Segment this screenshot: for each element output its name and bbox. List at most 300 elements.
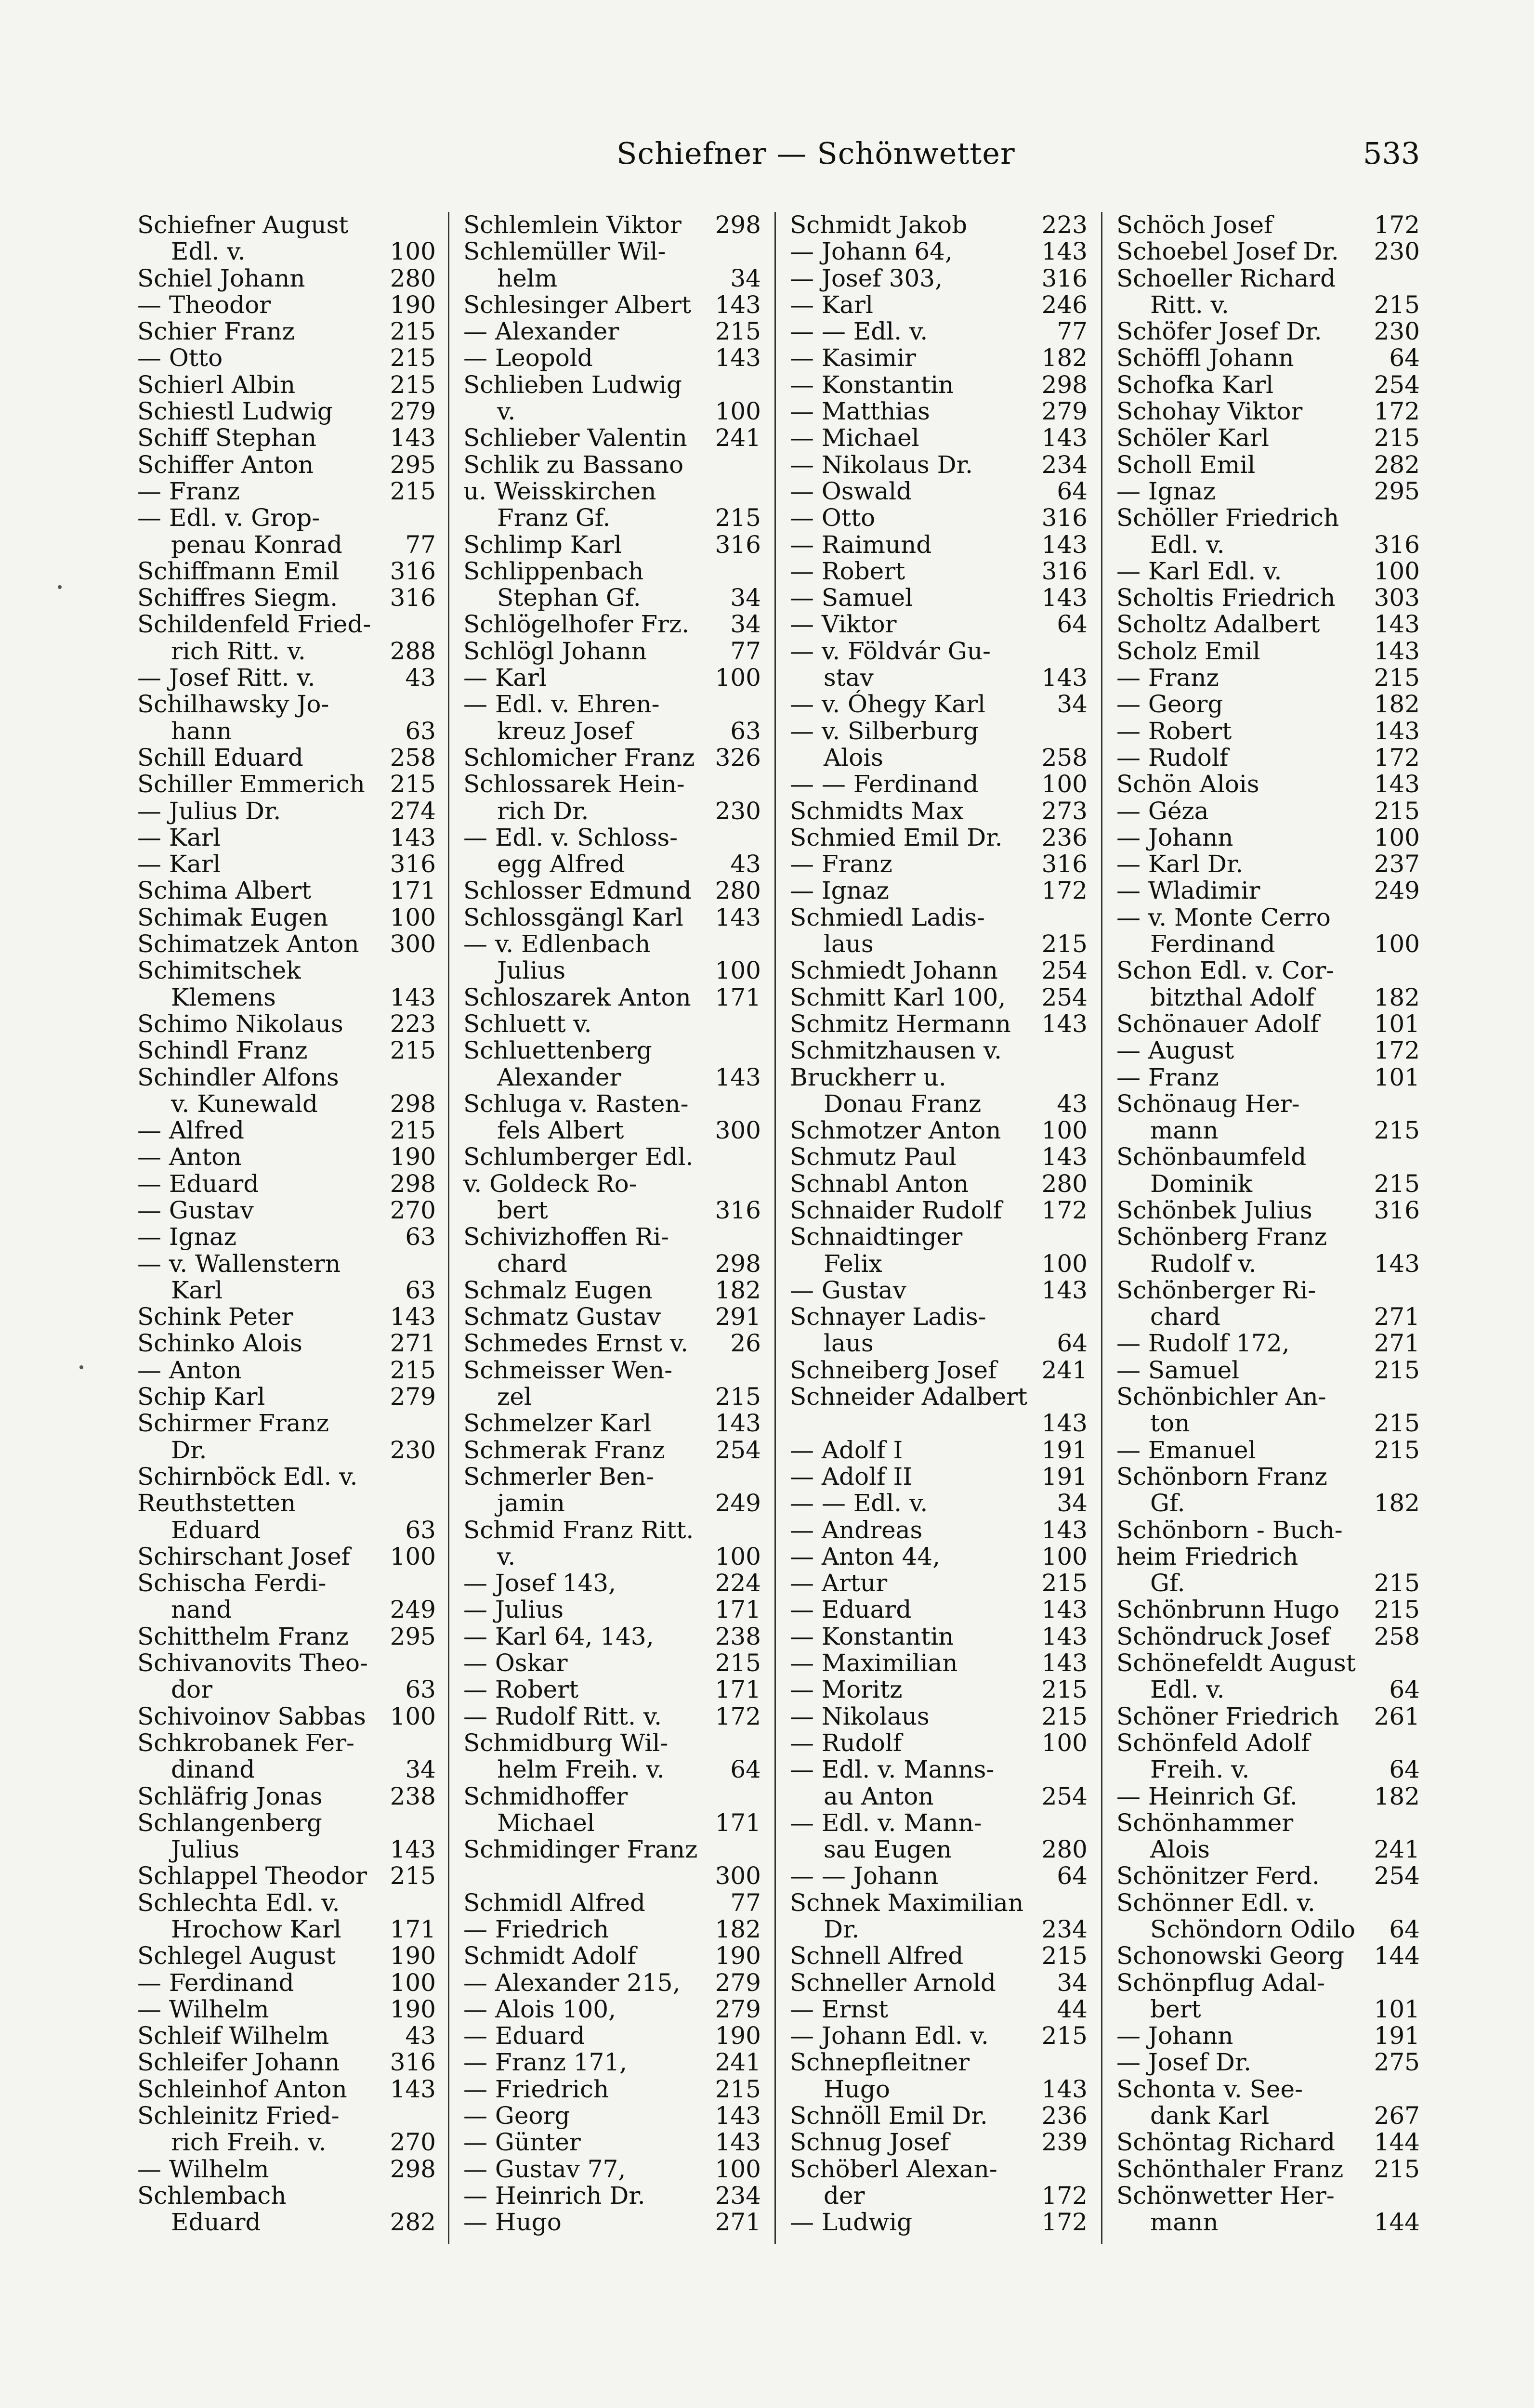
entry-page-ref: 316: [390, 557, 436, 585]
index-entry: [137, 665, 436, 691]
entry-page-ref: 191: [1374, 2022, 1420, 2050]
entry-page-ref: 172: [1374, 1036, 1420, 1065]
entry-page-ref: 143: [715, 344, 761, 372]
entry-page-ref: 100: [715, 397, 761, 426]
entry-name: Schierl Albin: [137, 370, 296, 399]
entry-name: Schmiedt Johann: [790, 956, 998, 985]
entry-page-ref: 63: [730, 717, 761, 745]
index-entry: [463, 1117, 761, 1144]
index-entry: [790, 851, 1088, 877]
entry-name: Schink Peter: [137, 1303, 293, 1331]
entry-name: v. Kunewald: [171, 1089, 318, 1118]
entry-page-ref: 230: [1374, 317, 1420, 346]
index-entry: [790, 2103, 1088, 2129]
entry-name: Schindl Franz: [137, 1036, 308, 1065]
entry-name: Schofka Karl: [1116, 370, 1274, 399]
entry-name: Schöberl Alexan-: [790, 2155, 997, 2183]
entry-page-ref: 64: [1057, 610, 1088, 639]
index-entry: [463, 2103, 761, 2129]
entry-name: Julius: [497, 956, 566, 985]
entry-name: dinand: [171, 1755, 255, 1784]
entry-name: Schimak Eugen: [137, 903, 328, 931]
entry-name: Schnepfleitner: [790, 2048, 970, 2077]
entry-page-ref: 280: [390, 264, 436, 292]
index-entry: [790, 1304, 1088, 1330]
entry-name: Schnayer Ladis-: [790, 1303, 986, 1331]
entry-page-ref: 230: [1374, 237, 1420, 266]
index-entry: [463, 1490, 761, 1517]
index-entry: [1116, 425, 1420, 451]
entry-name: — Günter: [463, 2128, 581, 2157]
entry-name: — Otto: [137, 344, 223, 372]
entry-name: Schildenfeld Fried-: [137, 610, 371, 639]
index-entry: [463, 638, 761, 665]
entry-name: Schivanovits Theo-: [137, 1649, 368, 1677]
entry-name: — Viktor: [790, 610, 897, 639]
index-entry: [137, 1890, 436, 1916]
entry-name: Schimo Nikolaus: [137, 1009, 343, 1038]
entry-name: — Josef Dr.: [1116, 2048, 1252, 2077]
entry-page-ref: 254: [1041, 1782, 1088, 1810]
index-entry: [137, 1783, 436, 1810]
index-entry: [1116, 851, 1420, 877]
entry-name: Schläfrig Jonas: [137, 1782, 323, 1810]
entry-page-ref: 298: [715, 211, 761, 239]
entry-name: — Georg: [463, 2102, 570, 2130]
entry-name: — Karl Dr.: [1116, 850, 1244, 878]
entry-name: — Anton: [137, 1143, 242, 1171]
entry-name: — Franz: [790, 850, 892, 878]
index-entry: [137, 1623, 436, 1650]
entry-name: Schön Alois: [1116, 770, 1259, 798]
index-entry: [463, 1597, 761, 1623]
entry-name: Schmitt Karl 100,: [790, 983, 1006, 1011]
entry-name: Scholtis Friedrich: [1116, 584, 1336, 612]
entry-name: Schöfer Josef Dr.: [1116, 317, 1322, 346]
index-entry: [790, 1544, 1088, 1570]
entry-name: Schoeller Richard: [1116, 264, 1336, 292]
entry-page-ref: 254: [1041, 956, 1088, 985]
entry-page-ref: 143: [1041, 664, 1088, 692]
entry-name: — — Johann: [790, 1862, 939, 1890]
entry-name: Schiffer Anton: [137, 450, 314, 479]
index-entry: [1116, 2209, 1420, 2236]
entry-page-ref: 143: [715, 2128, 761, 2157]
index-entry: [137, 2183, 436, 2209]
index-entry: [1116, 1171, 1420, 1197]
entry-name: — Eduard: [790, 1596, 912, 1624]
entry-page-ref: 172: [1374, 397, 1420, 426]
entry-page-ref: 63: [405, 1675, 436, 1704]
entry-page-ref: 143: [1041, 424, 1088, 452]
entry-page-ref: 271: [1374, 1329, 1420, 1358]
index-entry: [463, 265, 761, 292]
index-entry: [790, 1410, 1088, 1437]
index-entry: [790, 1650, 1088, 1676]
index-entry: [790, 265, 1088, 292]
index-entry: [137, 1357, 436, 1384]
entry-name: Gf.: [1150, 1489, 1185, 1518]
entry-name: Schmidburg Wil-: [463, 1728, 669, 1757]
entry-name: Schonta v. See-: [1116, 2075, 1303, 2103]
index-entry: [790, 1171, 1088, 1197]
entry-page-ref: 190: [390, 1995, 436, 2023]
entry-name: — Franz 171,: [463, 2048, 628, 2077]
entry-name: — Oswald: [790, 477, 912, 505]
entry-name: — Andreas: [790, 1516, 923, 1544]
entry-name: — Konstantin: [790, 370, 954, 399]
entry-page-ref: 282: [1374, 450, 1420, 479]
entry-name: — Konstantin: [790, 1622, 954, 1650]
index-entry: [790, 1836, 1088, 1863]
entry-name: — Karl: [463, 664, 547, 692]
entry-page-ref: 171: [390, 877, 436, 905]
entry-name: Schneller Arnold: [790, 1968, 996, 1997]
entry-name: der: [824, 2181, 865, 2210]
index-entry: [137, 1916, 436, 1943]
entry-page-ref: 172: [1374, 211, 1420, 239]
index-entry: [137, 1570, 436, 1597]
index-entry: [137, 1224, 436, 1250]
entry-page-ref: 241: [1374, 1835, 1420, 1864]
entry-page-ref: 316: [1041, 557, 1088, 585]
entry-page-ref: 100: [1041, 1249, 1088, 1278]
entry-page-ref: 100: [1041, 1728, 1088, 1757]
entry-page-ref: 143: [1041, 1276, 1088, 1304]
index-entry: [463, 1730, 761, 1756]
entry-name: — Friedrich: [463, 1915, 609, 1943]
index-entry: [137, 398, 436, 425]
index-entry: [137, 1037, 436, 1064]
entry-name: Klemens: [171, 983, 276, 1011]
index-entry: [137, 2209, 436, 2236]
index-entry: [790, 1091, 1088, 1117]
entry-name: Michael: [497, 1808, 595, 1837]
entry-page-ref: 236: [1041, 823, 1088, 851]
entry-page-ref: 143: [390, 1835, 436, 1864]
entry-page-ref: 34: [730, 584, 761, 612]
index-entry: [463, 824, 761, 851]
entry-name: Schnabl Anton: [790, 1169, 969, 1198]
entry-page-ref: 249: [715, 1489, 761, 1518]
index-entry: [463, 2209, 761, 2236]
index-entry: [463, 1996, 761, 2023]
entry-page-ref: 215: [1041, 930, 1088, 958]
entry-page-ref: 261: [1374, 1702, 1420, 1730]
index-entry: [1116, 1970, 1420, 1996]
index-entry: [790, 558, 1088, 585]
entry-page-ref: 215: [1374, 1596, 1420, 1624]
index-entry: [137, 1091, 436, 1117]
entry-name: Schohay Viktor: [1116, 397, 1303, 426]
entry-name: — Robert: [1116, 717, 1232, 745]
entry-name: bert: [497, 1196, 548, 1224]
entry-name: Schkrobanek Fer-: [137, 1728, 354, 1757]
entry-page-ref: 100: [715, 1542, 761, 1570]
entry-page-ref: 143: [1041, 530, 1088, 559]
entry-name: laus: [824, 1329, 874, 1358]
index-entry: [137, 1304, 436, 1330]
entry-page-ref: 279: [715, 1995, 761, 2023]
index-entry: [463, 1330, 761, 1357]
entry-page-ref: 143: [390, 1303, 436, 1331]
index-entry: [137, 452, 436, 478]
entry-name: Schleifer Johann: [137, 2048, 340, 2077]
entry-page-ref: 215: [715, 504, 761, 532]
entry-page-ref: 100: [390, 1702, 436, 1730]
entry-name: — v. Óhegy Karl: [790, 690, 985, 719]
entry-name: v. Goldeck Ro-: [463, 1169, 637, 1198]
index-entry: [790, 718, 1088, 745]
entry-page-ref: 215: [1041, 1702, 1088, 1730]
index-entry: [1116, 318, 1420, 345]
entry-name: — v. Edlenbach: [463, 930, 651, 958]
entry-name: — Ludwig: [790, 2208, 913, 2237]
index-entry: [790, 1357, 1088, 1384]
entry-name: — Karl: [790, 290, 873, 319]
entry-name: Schleinitz Fried-: [137, 2102, 340, 2130]
entry-name: hann: [171, 717, 232, 745]
entry-page-ref: 254: [1374, 370, 1420, 399]
entry-name: Schleif Wilhelm: [137, 2022, 329, 2050]
entry-name: — Alois 100,: [463, 1995, 616, 2023]
index-entry: [463, 904, 761, 931]
entry-name: — Anton 44,: [790, 1542, 941, 1570]
entry-name: Schmutz Paul: [790, 1143, 957, 1171]
entry-page-ref: 100: [390, 1968, 436, 1997]
index-entry: [1116, 1916, 1420, 1943]
entry-name: Schlangenberg: [137, 1808, 322, 1837]
index-entry: [137, 212, 436, 238]
index-entry: [463, 1091, 761, 1117]
entry-name: — Heinrich Gf.: [1116, 1782, 1298, 1810]
entry-name: Schmiedl Ladis-: [790, 903, 985, 931]
entry-page-ref: 215: [390, 317, 436, 346]
entry-name: Schönefeldt August: [1116, 1649, 1356, 1677]
entry-name: Schmidt Jakob: [790, 211, 968, 239]
entry-page-ref: 215: [1374, 1169, 1420, 1198]
entry-page-ref: 271: [390, 1329, 436, 1358]
index-entry: [137, 1384, 436, 1410]
index-entry: [1116, 824, 1420, 851]
entry-page-ref: 34: [730, 610, 761, 639]
index-entry: [1116, 2076, 1420, 2103]
index-entry: [1116, 478, 1420, 505]
entry-page-ref: 143: [1041, 1143, 1088, 1171]
entry-name: — Raimund: [790, 530, 932, 559]
entry-name: — Heinrich Dr.: [463, 2181, 645, 2210]
entry-name: Eduard: [171, 1516, 261, 1544]
index-entry: [463, 1756, 761, 1783]
index-entry: [1116, 1357, 1420, 1384]
index-entry: [790, 2129, 1088, 2156]
index-entry: [137, 1117, 436, 1144]
index-entry: [463, 1570, 761, 1597]
entry-page-ref: 100: [1041, 1116, 1088, 1145]
index-entry: [1116, 1996, 1420, 2023]
index-entry: [137, 1730, 436, 1756]
entry-name: — Alexander: [463, 317, 619, 346]
entry-page-ref: 298: [1041, 370, 1088, 399]
entry-page-ref: 100: [1041, 770, 1088, 798]
entry-page-ref: 215: [1041, 1675, 1088, 1704]
index-entry: [790, 1703, 1088, 1730]
entry-page-ref: 26: [730, 1329, 761, 1358]
entry-page-ref: 254: [1041, 983, 1088, 1011]
entry-name: ton: [1150, 1409, 1190, 1438]
index-entry: [463, 1676, 761, 1703]
index-entry: [137, 984, 436, 1011]
index-entry: [790, 1277, 1088, 1304]
entry-name: Schmidhoffer: [463, 1782, 628, 1810]
entry-name: Schöller Friedrich: [1116, 504, 1339, 532]
entry-name: — Nikolaus: [790, 1702, 930, 1730]
index-entry: [790, 1517, 1088, 1544]
entry-page-ref: 215: [1374, 664, 1420, 692]
entry-page-ref: 249: [390, 1596, 436, 1624]
index-entry: [1116, 611, 1420, 638]
entry-name: chard: [497, 1249, 567, 1278]
entry-name: Schmidinger Franz: [463, 1835, 698, 1864]
entry-name: — Edl. v. Grop-: [137, 504, 320, 532]
index-entry: [790, 292, 1088, 318]
index-entry: [463, 1224, 761, 1250]
index-entry: [137, 2076, 436, 2103]
index-entry: [790, 1064, 1088, 1091]
index-entry: [790, 398, 1088, 425]
index-entry: [790, 771, 1088, 798]
index-entry: [137, 585, 436, 611]
entry-name: — — Edl. v.: [790, 1489, 928, 1518]
entry-page-ref: 64: [730, 1755, 761, 1784]
entry-page-ref: 282: [390, 2208, 436, 2237]
entry-name: Schöntag Richard: [1116, 2128, 1336, 2157]
entry-page-ref: 215: [1374, 2155, 1420, 2183]
entry-name: Schönaug Her-: [1116, 1089, 1300, 1118]
index-entry: [790, 1943, 1088, 1969]
entry-name: Eduard: [171, 2208, 261, 2237]
index-entry: [137, 1330, 436, 1357]
entry-name: bitzthal Adolf: [1150, 983, 1315, 1011]
index-entry: [463, 1783, 761, 1810]
index-entry: [1116, 1756, 1420, 1783]
index-entry: [790, 1570, 1088, 1597]
speck-mark: [79, 1365, 83, 1369]
index-entry: [137, 611, 436, 638]
entry-page-ref: 100: [715, 956, 761, 985]
index-entry: [137, 478, 436, 505]
index-entry: [1116, 265, 1420, 292]
column-3: [790, 212, 1088, 2264]
entry-name: u. Weisskirchen: [463, 477, 656, 505]
entry-name: Schirmer Franz: [137, 1409, 329, 1438]
index-entry: [1116, 212, 1420, 238]
entry-name: Schnaidtinger: [790, 1223, 963, 1251]
entry-name: Schier Franz: [137, 317, 295, 346]
entry-name: — Karl: [137, 823, 221, 851]
index-entry: [1116, 1117, 1420, 1144]
entry-page-ref: 316: [1041, 264, 1088, 292]
entry-page-ref: 215: [715, 1649, 761, 1677]
entry-page-ref: 271: [1374, 1303, 1420, 1331]
index-entry: [790, 2076, 1088, 2103]
entry-name: — Ignaz: [1116, 477, 1216, 505]
index-entry: [137, 1756, 436, 1783]
entry-name: — Ferdinand: [137, 1968, 294, 1997]
entry-name: Schönner Edl. v.: [1116, 1888, 1315, 1917]
entry-name: — Robert: [790, 557, 905, 585]
index-entry: [137, 931, 436, 957]
index-entry: [137, 505, 436, 531]
index-entry: [463, 718, 761, 745]
entry-page-ref: 172: [715, 1702, 761, 1730]
index-entry: [463, 1171, 761, 1197]
entry-page-ref: 101: [1374, 1995, 1420, 2023]
entry-page-ref: 249: [1374, 877, 1420, 905]
entry-page-ref: 34: [1057, 690, 1088, 719]
index-entry: [137, 1810, 436, 1836]
entry-page-ref: 215: [390, 1862, 436, 1890]
entry-page-ref: 236: [1041, 2102, 1088, 2130]
entry-name: Schiffmann Emil: [137, 557, 340, 585]
index-entry: [463, 398, 761, 425]
index-entry: [790, 2023, 1088, 2049]
entry-name: Schiestl Ludwig: [137, 397, 333, 426]
index-entry: [1116, 372, 1420, 398]
entry-name: Schöndruck Josef: [1116, 1622, 1330, 1650]
index-entry: [790, 1916, 1088, 1943]
index-entry: [137, 292, 436, 318]
index-entry: [1116, 1277, 1420, 1304]
entry-page-ref: 171: [715, 1675, 761, 1704]
speck-mark: [58, 585, 62, 589]
entry-page-ref: 223: [390, 1009, 436, 1038]
index-entry: [790, 2209, 1088, 2236]
entry-page-ref: 182: [1374, 1782, 1420, 1810]
entry-page-ref: 215: [1374, 1356, 1420, 1384]
index-entry: [137, 532, 436, 558]
entry-page-ref: 182: [1041, 344, 1088, 372]
entry-page-ref: 171: [715, 1808, 761, 1837]
index-entry: [1116, 2023, 1420, 2049]
index-entry: [137, 318, 436, 345]
index-entry: [1116, 2103, 1420, 2129]
entry-page-ref: 100: [390, 237, 436, 266]
entry-page-ref: 143: [715, 2102, 761, 2130]
entry-name: Schloszarek Anton: [463, 983, 691, 1011]
index-entry: [137, 1011, 436, 1037]
entry-page-ref: 275: [1374, 2048, 1420, 2077]
entry-page-ref: 143: [390, 823, 436, 851]
index-entry: [1116, 1570, 1420, 1597]
entry-name: chard: [1150, 1303, 1220, 1331]
entry-name: Scholtz Adalbert: [1116, 610, 1320, 639]
entry-name: Gf.: [1150, 1569, 1185, 1597]
entry-name: — Gustav 77,: [463, 2155, 626, 2183]
index-entry: [790, 1810, 1088, 1836]
entry-name: — Josef 143,: [463, 1569, 616, 1597]
entry-name: Dr.: [171, 1436, 207, 1464]
index-entry: [1116, 1384, 1420, 1410]
entry-name: — Edl. v. Ehren-: [463, 690, 660, 719]
entry-page-ref: 143: [1374, 1249, 1420, 1278]
index-entry: [790, 957, 1088, 984]
entry-name: — Robert: [463, 1675, 579, 1704]
index-entry: [790, 345, 1088, 371]
entry-name: — Artur: [790, 1569, 888, 1597]
index-entry: [137, 238, 436, 265]
index-entry: [137, 1464, 436, 1490]
